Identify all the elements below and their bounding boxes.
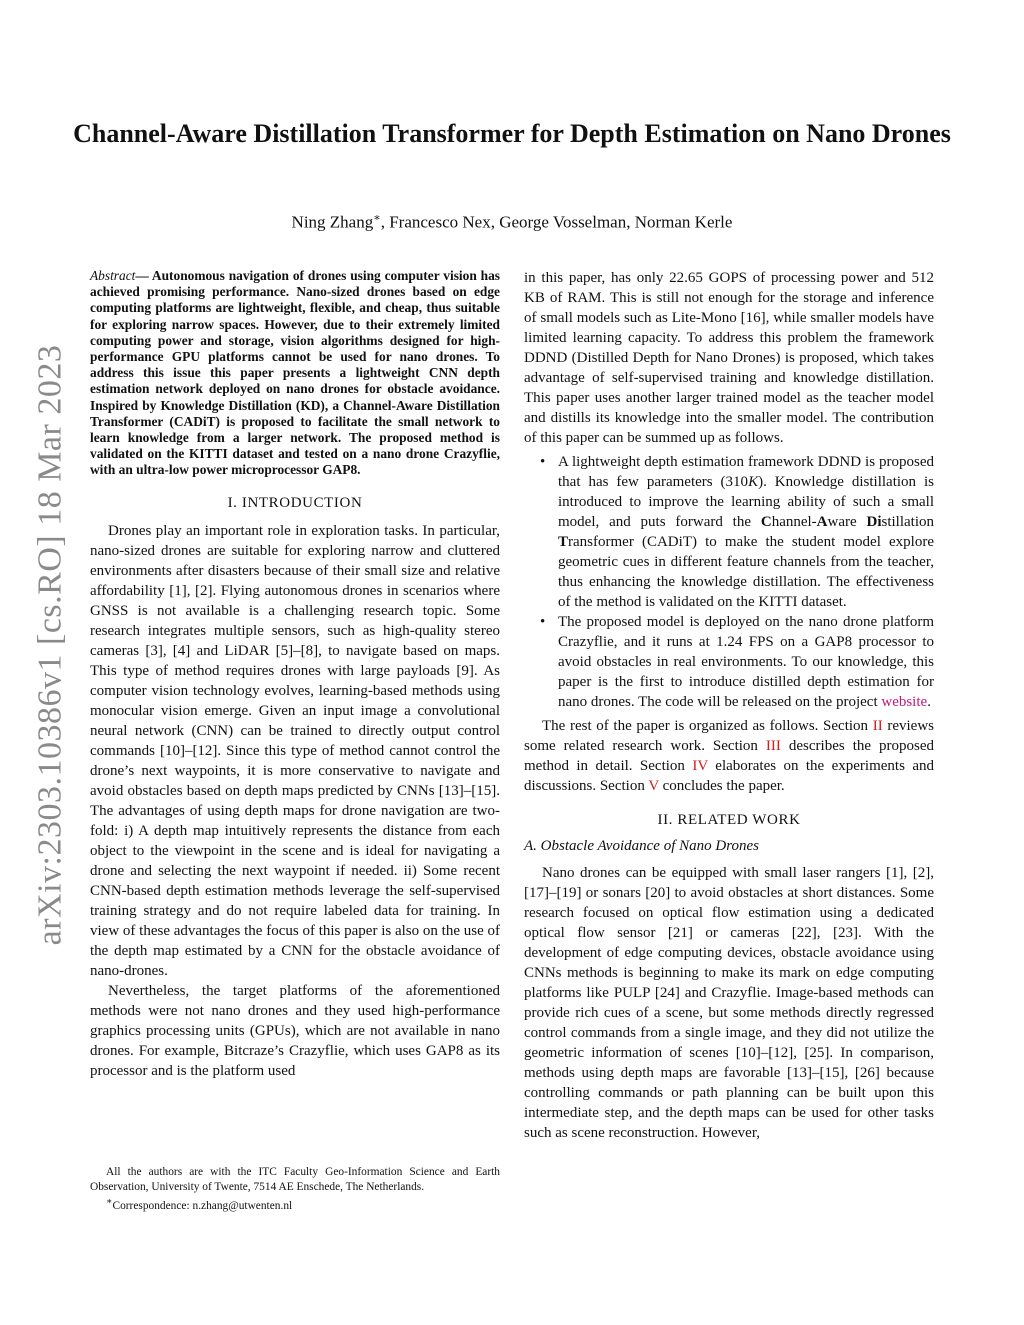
abstract-text: Autonomous navigation of drones using computer vision has achieved promising performance. Nano-sized drones based on edge computing platforms are lightweight, flexible, and cheap, thus suitable for exploring narrow spaces. However, due to their extremely limited computing power and storage, vision algorithms designed for high-performance GPU platforms cannot be used for nano drones. To address this issue this paper presents a lightweight CNN depth estimation network deployed on nano drones for obstacle avoidance. Inspired by Knowledge Distillation (KD), a Channel-Aware Distillation Transformer (CADiT) is proposed to facilitate the small network to learn knowledge from a larger network. The proposed method is validated on the KITTI dataset and tested on a nano drone Crazyflie, with an ultra-low power microprocessor GAP8. xyxy=(90,268,500,478)
related-work-paragraph: Nano drones can be equipped with small laser rangers [1], [2], [17]–[19] or sonars [20] to avoid obstacles at short distances. Some research focused on optical flow estimation using a dedicated optical flow sensor [21] or cameras [22], [23]. With the development of edge computing devices, obstacle avoidance using CNNs methods is beginning to make its mark on edge computing platforms like PULP [24] and Crazyflie. Image-based methods can provide rich cues of a scene, but some methods directly regressed control commands from a single image, and they did not utilize the geometric information of scenes [10]–[12], [25]. In comparison, methods using depth maps are favorable [13]–[15], [26] because controlling commands or path planning can be built upon this intermediate step, and the depth maps can be used for other tasks such as scene reconstruction. However, xyxy=(524,865,934,1141)
right-column xyxy=(524,268,934,1143)
cadit-rest-c: hannel- xyxy=(771,514,817,530)
org-text-d: elaborates on the experiments and discussions. Section xyxy=(524,758,934,794)
bullet1-text-c: (CADiT) to make the student model explore geometric cues in different feature channels from the teacher, thus enhancing the knowledge distillation. The effectiveness of the method is validated on the KITTI dataset. xyxy=(558,534,934,610)
related-work-heading: II. RELATED WORK xyxy=(657,812,801,828)
intro-heading: I. INTRODUCTION xyxy=(227,494,363,511)
author-list xyxy=(60,211,964,233)
bullet1-text-a: A lightweight depth estimation framework DDND is proposed that has few parameters (310 xyxy=(558,454,934,490)
cadit-bold-a: A xyxy=(816,514,828,530)
org-text-a: The rest of the paper is organized as follows. Section xyxy=(542,718,873,734)
org-text-b: reviews some related research work. Section xyxy=(524,718,934,754)
intro-paragraph-2: Nevertheless, the target platforms of the aforementioned methods were not nano drones and they used high-performance graphics processing units (GPUs), which are not available in nano drones. For example, Bitcraze’s Crazyflie, which uses GAP8 as its processor and is the platform used xyxy=(90,982,500,1079)
website-link[interactable]: website xyxy=(881,694,928,710)
intro-paragraph-1: Drones play an important role in exploration tasks. In particular, nano-sized drones are suitable for exploring narrow and cluttered environments after disasters because of their small size and relative affordability [1], [2]. Flying autonomous drones in scenarios where GNSS is not available is a challenging research topic. Some research integrates multiple sensors, such as high-quality stereo cameras [3], [4] and LiDAR [5]–[8], to navigate based on maps. This type of method requires drones with large payloads [9]. As computer vision technology evolves, learning-based methods using monocular vision emerge. Given an input image a convolutional neural network (CNN) can be trained to directly output control commands [10]–[12]. Since this type of method cannot control the drone’s next waypoints, it is more conservative to navigate and avoid obstacles based on depth maps predicted by CNNs [13]–[15]. The advantages of using depth maps for drone navigation are two-fold: i) A depth map intuitively represents the distance from each object to the viewpoint in the scene and is ideal for navigating a drone and selecting the next waypoint if needed. ii) Some recent CNN-based depth estimation methods leverage the self-supervised training strategy and do not require labeled data for training. In view of these advantages the focus of this paper is also on the use of the depth map estimated by a CNN for the obstacle avoidance of nano-drones. xyxy=(90,522,500,979)
contribution-list xyxy=(524,452,934,712)
cadit-rest-t: ransformer xyxy=(568,534,634,550)
section-ref-iii[interactable]: III xyxy=(765,738,781,754)
correspondence-mark: ∗ xyxy=(373,212,381,224)
author-rest: , Francesco Nex, George Vosselman, Norman Kerle xyxy=(380,212,733,232)
section-ref-iv[interactable]: IV xyxy=(692,758,708,774)
author-first: Ning Zhang xyxy=(291,212,374,232)
organization-paragraph xyxy=(524,716,934,796)
bullet2-text: The proposed model is deployed on the nano drone platform Crazyflie, and it runs at 1.24 FPS on a GAP8 processor to avoid obstacles in real environments. To our knowledge, this paper is the first to introduce distilled depth estimation for nano drones. The code will be released on the project xyxy=(558,614,934,710)
arxiv-identifier: arXiv:2303.10386v1 [cs.RO] 18 Mar 2023 xyxy=(31,344,69,946)
footnote-correspondence xyxy=(90,1195,500,1214)
bullet1-unit-k: K xyxy=(748,474,759,490)
contribution-item-1 xyxy=(524,452,934,612)
cadit-bold-c: C xyxy=(760,514,772,530)
org-text-c: describes the proposed method in detail. Section xyxy=(524,738,934,774)
intro-paragraph-continued: in this paper, has only 22.65 GOPS of processing power and 512 KB of RAM. This is still not enough for the storage and inference of small models such as Lite-Mono [16], while smaller models have limited learning capacity. To address this problem the framework DDND (Distilled Depth for Nano Drones) is proposed, which takes advantage of self-supervised training and knowledge distillation. This paper uses another larger trained model as the teacher model and distills its knowledge into the smaller model. The contribution of this paper can be summed up as follows. xyxy=(524,270,934,446)
footnote-correspondence-text: Correspondence: n.zhang@utwenten.nl xyxy=(112,1199,293,1212)
section-ref-ii[interactable]: II xyxy=(872,718,883,734)
abstract-label: Abstract xyxy=(90,268,136,283)
arxiv-sidebar xyxy=(30,345,70,945)
subsection-heading: A. Obstacle Avoidance of Nano Drones xyxy=(524,838,759,854)
cadit-rest-a: ware xyxy=(827,514,867,530)
org-text-e: concludes the paper. xyxy=(658,778,785,794)
bullet1-text-b: ). Knowledge distillation is introduced to improve the learning ability of such a small model, and puts forward the xyxy=(558,474,934,530)
footnote-affiliation: All the authors are with the ITC Faculty Geo-Information Science and Earth Observation, University of Twente, 7514 AE Enschede, The Netherlands. xyxy=(90,1166,500,1193)
paper-title: Channel-Aware Distillation Transformer for Depth Estimation on Nano Drones xyxy=(73,119,951,148)
left-column xyxy=(90,268,500,1081)
cadit-bold-di: Di xyxy=(866,514,882,530)
contribution-item-2 xyxy=(524,612,934,712)
footnote xyxy=(90,1165,500,1214)
section-ref-v[interactable]: V xyxy=(648,778,659,794)
bullet2-end: . xyxy=(927,694,931,710)
abstract-dash: — xyxy=(135,268,149,283)
cadit-bold-t: T xyxy=(558,534,569,550)
footnote-mark: ∗ xyxy=(106,1197,113,1207)
abstract xyxy=(90,268,500,479)
cadit-rest-di: stillation xyxy=(881,514,934,530)
